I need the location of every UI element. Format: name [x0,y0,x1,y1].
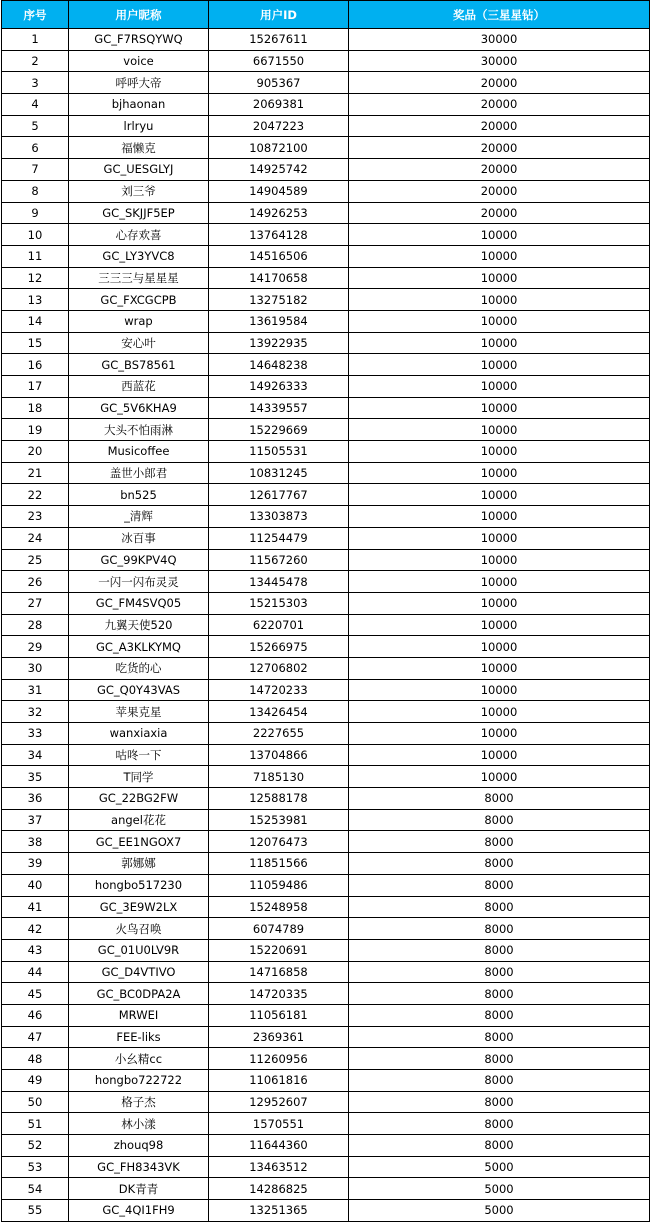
table-row [2,462,650,484]
cell-prize: 30000 [349,29,650,51]
cell-rank: 51 [2,1113,69,1135]
cell-prize: 8000 [349,809,650,831]
cell-nickname: 三三三与星星星 [69,267,209,289]
cell-nickname: 冰百事 [69,527,209,549]
cell-user-id: 12588178 [209,788,349,810]
cell-prize: 10000 [349,267,650,289]
cell-nickname: GC_SKJJF5EP [69,202,209,224]
cell-nickname: 心存欢喜 [69,224,209,246]
cell-nickname: 安心叶 [69,332,209,354]
table-row [2,809,650,831]
table-row [2,29,650,51]
cell-rank: 24 [2,527,69,549]
cell-prize: 10000 [349,571,650,593]
cell-nickname: 刘三爷 [69,180,209,202]
cell-rank: 54 [2,1178,69,1200]
cell-rank: 13 [2,289,69,311]
cell-prize: 10000 [349,245,650,267]
cell-user-id: 14648238 [209,354,349,376]
cell-rank: 26 [2,571,69,593]
cell-rank: 8 [2,180,69,202]
table-row [2,939,650,961]
cell-prize: 10000 [349,462,650,484]
cell-nickname: 福懒克 [69,137,209,159]
table-row [2,766,650,788]
table-row [2,289,650,311]
table-row [2,180,650,202]
header-rank: 序号 [2,1,69,29]
cell-rank: 2 [2,50,69,72]
table-row [2,918,650,940]
cell-prize: 20000 [349,202,650,224]
cell-prize: 10000 [349,376,650,398]
cell-rank: 23 [2,506,69,528]
cell-rank: 47 [2,1026,69,1048]
cell-nickname: GC_FH8343VK [69,1156,209,1178]
cell-rank: 36 [2,788,69,810]
table-row [2,441,650,463]
header-nickname: 用户昵称 [69,1,209,29]
cell-prize: 8000 [349,1113,650,1135]
table-row [2,874,650,896]
cell-rank: 49 [2,1070,69,1092]
cell-rank: 39 [2,853,69,875]
cell-rank: 42 [2,918,69,940]
cell-prize: 10000 [349,657,650,679]
table-row [2,1200,650,1222]
cell-user-id: 2369361 [209,1026,349,1048]
cell-nickname: wanxiaxia [69,723,209,745]
cell-prize: 20000 [349,72,650,94]
cell-user-id: 6074789 [209,918,349,940]
cell-nickname: 大头不怕雨淋 [69,419,209,441]
cell-user-id: 11260956 [209,1048,349,1070]
cell-prize: 8000 [349,788,650,810]
cell-nickname: GC_EE1NGOX7 [69,831,209,853]
cell-nickname: 格子杰 [69,1091,209,1113]
cell-nickname: GC_Q0Y43VAS [69,679,209,701]
cell-nickname: wrap [69,310,209,332]
cell-nickname: GC_99KPV4Q [69,549,209,571]
cell-prize: 8000 [349,1135,650,1157]
cell-nickname: GC_22BG2FW [69,788,209,810]
cell-nickname: 郭娜娜 [69,853,209,875]
cell-prize: 10000 [349,289,650,311]
cell-prize: 8000 [349,1070,650,1092]
table-row [2,267,650,289]
table-row [2,397,650,419]
cell-prize: 10000 [349,592,650,614]
cell-rank: 21 [2,462,69,484]
cell-user-id: 13764128 [209,224,349,246]
cell-nickname: GC_UESGLYJ [69,159,209,181]
cell-prize: 8000 [349,1004,650,1026]
table-row [2,592,650,614]
cell-rank: 53 [2,1156,69,1178]
cell-nickname: GC_FXCGCPB [69,289,209,311]
cell-prize: 10000 [349,766,650,788]
cell-user-id: 10831245 [209,462,349,484]
table-row [2,527,650,549]
cell-rank: 14 [2,310,69,332]
cell-user-id: 15267611 [209,29,349,51]
cell-nickname: GC_D4VTIVO [69,961,209,983]
cell-user-id: 14286825 [209,1178,349,1200]
cell-user-id: 2227655 [209,723,349,745]
cell-user-id: 14339557 [209,397,349,419]
cell-nickname: GC_5V6KHA9 [69,397,209,419]
prize-winners-table [1,0,650,1222]
cell-nickname: GC_4QI1FH9 [69,1200,209,1222]
table-row [2,571,650,593]
table-row [2,1156,650,1178]
table-row [2,1048,650,1070]
cell-rank: 1 [2,29,69,51]
cell-prize: 5000 [349,1200,650,1222]
cell-nickname: 咕咚一下 [69,744,209,766]
cell-user-id: 12706802 [209,657,349,679]
cell-user-id: 13275182 [209,289,349,311]
cell-rank: 12 [2,267,69,289]
cell-user-id: 13445478 [209,571,349,593]
cell-nickname: DK青青 [69,1178,209,1200]
cell-user-id: 15215303 [209,592,349,614]
cell-nickname: GC_F7RSQYWQ [69,29,209,51]
cell-user-id: 14720233 [209,679,349,701]
cell-rank: 30 [2,657,69,679]
cell-rank: 22 [2,484,69,506]
table-row [2,94,650,116]
cell-nickname: GC_01U0LV9R [69,939,209,961]
table-row [2,159,650,181]
table-row [2,1178,650,1200]
cell-prize: 10000 [349,397,650,419]
cell-prize: 8000 [349,1048,650,1070]
table-row [2,831,650,853]
cell-prize: 8000 [349,874,650,896]
table-row [2,983,650,1005]
cell-nickname: 火鸟召唤 [69,918,209,940]
cell-user-id: 6220701 [209,614,349,636]
cell-nickname: hongbo722722 [69,1070,209,1092]
cell-nickname: GC_LY3YVC8 [69,245,209,267]
cell-user-id: 2047223 [209,115,349,137]
cell-user-id: 13251365 [209,1200,349,1222]
cell-nickname: 盖世小郎君 [69,462,209,484]
table-row [2,137,650,159]
table-row [2,1026,650,1048]
cell-user-id: 14716858 [209,961,349,983]
cell-user-id: 11851566 [209,853,349,875]
cell-prize: 8000 [349,939,650,961]
table-row [2,50,650,72]
cell-user-id: 15266975 [209,636,349,658]
cell-rank: 31 [2,679,69,701]
cell-prize: 8000 [349,831,650,853]
cell-user-id: 14516506 [209,245,349,267]
cell-nickname: GC_BC0DPA2A [69,983,209,1005]
table-row [2,1070,650,1092]
cell-prize: 5000 [349,1156,650,1178]
cell-prize: 8000 [349,983,650,1005]
cell-nickname: 一闪一闪布灵灵 [69,571,209,593]
cell-user-id: 905367 [209,72,349,94]
cell-user-id: 14170658 [209,267,349,289]
cell-user-id: 11505531 [209,441,349,463]
table-row [2,614,650,636]
table-row [2,224,650,246]
cell-rank: 44 [2,961,69,983]
cell-user-id: 11567260 [209,549,349,571]
table-row [2,896,650,918]
cell-rank: 55 [2,1200,69,1222]
cell-user-id: 13704866 [209,744,349,766]
cell-nickname: angel花花 [69,809,209,831]
cell-rank: 50 [2,1091,69,1113]
cell-prize: 8000 [349,1091,650,1113]
cell-prize: 10000 [349,441,650,463]
cell-rank: 38 [2,831,69,853]
cell-user-id: 14720335 [209,983,349,1005]
cell-rank: 4 [2,94,69,116]
cell-rank: 27 [2,592,69,614]
cell-nickname: MRWEI [69,1004,209,1026]
cell-rank: 46 [2,1004,69,1026]
cell-nickname: 苹果克星 [69,701,209,723]
cell-user-id: 15253981 [209,809,349,831]
cell-rank: 19 [2,419,69,441]
cell-rank: 15 [2,332,69,354]
cell-user-id: 13426454 [209,701,349,723]
cell-rank: 37 [2,809,69,831]
cell-prize: 10000 [349,310,650,332]
cell-prize: 8000 [349,961,650,983]
cell-user-id: 13922935 [209,332,349,354]
cell-nickname: 吃货的心 [69,657,209,679]
cell-user-id: 10872100 [209,137,349,159]
table-row [2,701,650,723]
table-body [2,29,650,1222]
table-row [2,115,650,137]
cell-user-id: 15248958 [209,896,349,918]
cell-user-id: 2069381 [209,94,349,116]
cell-rank: 10 [2,224,69,246]
table-row [2,419,650,441]
cell-prize: 8000 [349,918,650,940]
cell-prize: 30000 [349,50,650,72]
cell-user-id: 12617767 [209,484,349,506]
cell-nickname: GC_FM4SVQ05 [69,592,209,614]
cell-user-id: 11056181 [209,1004,349,1026]
cell-rank: 32 [2,701,69,723]
cell-nickname: T同学 [69,766,209,788]
cell-nickname: GC_A3KLKYMQ [69,636,209,658]
cell-nickname: 九翼天使520 [69,614,209,636]
cell-nickname: hongbo517230 [69,874,209,896]
cell-prize: 10000 [349,744,650,766]
table-row [2,788,650,810]
cell-user-id: 6671550 [209,50,349,72]
table-row [2,354,650,376]
table-row [2,245,650,267]
cell-prize: 8000 [349,1026,650,1048]
header-prize: 奖品（三星星钻） [349,1,650,29]
cell-nickname: zhouq98 [69,1135,209,1157]
cell-nickname: 小幺精cc [69,1048,209,1070]
table-row [2,723,650,745]
cell-rank: 29 [2,636,69,658]
cell-rank: 20 [2,441,69,463]
cell-rank: 28 [2,614,69,636]
cell-prize: 10000 [349,636,650,658]
cell-user-id: 11059486 [209,874,349,896]
table-header [2,1,650,29]
cell-prize: 10000 [349,723,650,745]
cell-user-id: 12952607 [209,1091,349,1113]
cell-user-id: 14925742 [209,159,349,181]
cell-user-id: 1570551 [209,1113,349,1135]
cell-prize: 10000 [349,419,650,441]
cell-rank: 3 [2,72,69,94]
cell-user-id: 14904589 [209,180,349,202]
cell-nickname: bjhaonan [69,94,209,116]
cell-user-id: 15220691 [209,939,349,961]
table-row [2,310,650,332]
table-row [2,332,650,354]
cell-rank: 9 [2,202,69,224]
table-row [2,1135,650,1157]
cell-rank: 40 [2,874,69,896]
table-row [2,961,650,983]
cell-user-id: 14926333 [209,376,349,398]
cell-rank: 25 [2,549,69,571]
table-row [2,376,650,398]
cell-nickname: voice [69,50,209,72]
cell-nickname: 林小漾 [69,1113,209,1135]
cell-rank: 45 [2,983,69,1005]
table-row [2,744,650,766]
table-row [2,636,650,658]
table-row [2,202,650,224]
cell-prize: 20000 [349,159,650,181]
table-row [2,484,650,506]
cell-rank: 17 [2,376,69,398]
cell-rank: 34 [2,744,69,766]
cell-prize: 20000 [349,180,650,202]
cell-prize: 8000 [349,896,650,918]
cell-user-id: 11644360 [209,1135,349,1157]
cell-user-id: 15229669 [209,419,349,441]
table-row [2,1004,650,1026]
cell-nickname: Musicoffee [69,441,209,463]
cell-prize: 20000 [349,94,650,116]
cell-rank: 6 [2,137,69,159]
cell-prize: 20000 [349,115,650,137]
table-row [2,549,650,571]
cell-prize: 10000 [349,354,650,376]
cell-nickname: lrlryu [69,115,209,137]
cell-prize: 5000 [349,1178,650,1200]
cell-prize: 10000 [349,224,650,246]
cell-prize: 10000 [349,506,650,528]
cell-prize: 10000 [349,527,650,549]
table-row [2,1091,650,1113]
cell-nickname: FEE-liks [69,1026,209,1048]
cell-rank: 52 [2,1135,69,1157]
cell-nickname: 西蓝花 [69,376,209,398]
table-row [2,853,650,875]
cell-prize: 10000 [349,549,650,571]
cell-rank: 48 [2,1048,69,1070]
cell-rank: 43 [2,939,69,961]
cell-rank: 18 [2,397,69,419]
table-row [2,1113,650,1135]
table-row [2,72,650,94]
cell-nickname: bn525 [69,484,209,506]
cell-user-id: 7185130 [209,766,349,788]
cell-rank: 33 [2,723,69,745]
cell-user-id: 12076473 [209,831,349,853]
cell-prize: 10000 [349,332,650,354]
table-row [2,657,650,679]
cell-rank: 41 [2,896,69,918]
header-user-id: 用户ID [209,1,349,29]
cell-nickname: _清辉 [69,506,209,528]
cell-rank: 7 [2,159,69,181]
cell-user-id: 13619584 [209,310,349,332]
cell-user-id: 13463512 [209,1156,349,1178]
cell-prize: 20000 [349,137,650,159]
cell-prize: 10000 [349,701,650,723]
cell-prize: 10000 [349,679,650,701]
cell-rank: 35 [2,766,69,788]
cell-user-id: 13303873 [209,506,349,528]
cell-nickname: GC_BS78561 [69,354,209,376]
cell-user-id: 14926253 [209,202,349,224]
cell-user-id: 11254479 [209,527,349,549]
cell-prize: 10000 [349,614,650,636]
header-row [2,1,650,29]
table-row [2,679,650,701]
cell-nickname: GC_3E9W2LX [69,896,209,918]
cell-user-id: 11061816 [209,1070,349,1092]
cell-rank: 11 [2,245,69,267]
cell-prize: 10000 [349,484,650,506]
cell-prize: 8000 [349,853,650,875]
table-row [2,506,650,528]
cell-rank: 16 [2,354,69,376]
cell-nickname: 呼呼大帝 [69,72,209,94]
cell-rank: 5 [2,115,69,137]
